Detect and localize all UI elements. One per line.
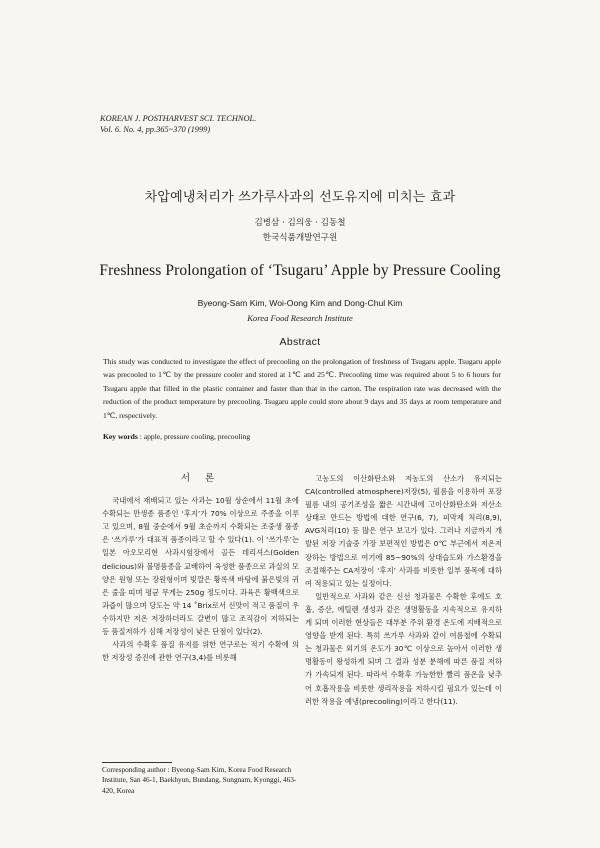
abstract-text: This study was conducted to investigate the effect of precooling on the prolongation of freshness of Tsugaru apple. Tsugaru apple was precooled to 1℃ by the pressure cooler and stored at 1℃ and 25℃. Precooling time was required about 5 to 6 hours for Tsugaru apple that filled in the plastic container and faster than that in the carton. The respiration rate was decreased with the reduction of the product temperature by precooling. Tsugaru apple could store about 9 days and 35 days at room temperature and 1℃, respectively. (103, 357, 501, 420)
body-paragraph: 사과의 수확후 품질 유지를 위한 연구로는 적기 수확에 의한 저장성 증진에 관한 연구(3,4)를 비롯해 (102, 640, 299, 663)
body-paragraph: 일반적으로 사과와 같은 신선 청과물은 수확한 후에도 호흡, 증산, 에틸렌 생성과 같은 생명활동을 지속적으로 유지하게 되며 이러한 현상들은 대부분 주위 환경 온도에 지배적으로 영향을 받게 된다. 특히 쓰가루 사과와 같이 여름철에 수확되는 청과물은 외기의 온도가 30℃ 이상으로 높아서 이러한 생명활동이 왕성하게 되며 그 결과 성분 분해에 따른 품질 저하가 가속되게 된다. 따라서 수확후 가능한한 빨리 품온을 낮추어 호흡작용을 비롯한 생리작용을 저하시킬 필요가 있는데 이러한 작용을 예냉(precooling)이라고 한다(11). (305, 591, 502, 706)
title-korean: 차압예냉처리가 쓰가루사과의 선도유지에 미치는 효과 (144, 190, 456, 205)
authors-english-block (0, 296, 600, 326)
corresponding-author-footnote: Corresponding author : Byeong-Sam Kim, Korea Food Research Institute, San 46-1, Baekhyun, Bundang, Sungnam, Kyonggi, 463-420, Korea (102, 765, 297, 795)
body-paragraph: 고농도의 이산화탄소와 저농도의 산소가 유지되는 CA(controlled atmosphere)저장(5), 필름을 이용하여 포장필름 내의 공기조성을 짧은 시간내에 고이산화탄소와 저산소 상태로 만드는 방법에 대한 연구(6, 7), 피막제 처리(8,9), AVG처리(10) 등 많은 연구 보고가 있다. 그러나 지금까지 개발된 저장 기술중 가장 보편적인 방법은 0℃ 부근에서 저온저장하는 방법으로 여기에 85~90%의 상대습도와 가스환경을 조절해주는 CA저장이 ‘후지’ 사과를 비롯한 일부 품목에 대하여 적용되고 있는 실정이다. (305, 474, 502, 588)
right-column (305, 472, 502, 708)
authors-korean-block (0, 216, 600, 246)
journal-name: KOREAN J. POSTHARVEST SCI. TECHNOL. (100, 114, 257, 123)
footnote-divider (102, 762, 172, 763)
section-heading: 서 론 (180, 473, 221, 484)
authors-korean: 김병삼 · 김의웅 · 김동철 (254, 218, 346, 228)
affiliation-korean: 한국식품개발연구원 (262, 233, 338, 243)
journal-volume: Vol. 6. No. 4, pp.365~370 (1999) (100, 124, 211, 134)
journal-header (100, 114, 256, 135)
title-english: Freshness Prolongation of ‘Tsugaru’ Apple by Pressure Cooling (99, 262, 501, 279)
keywords-text: : apple, pressure cooling, precooling (139, 432, 251, 441)
keywords (103, 432, 501, 441)
affiliation-english: Korea Food Research Institute (247, 313, 353, 323)
body-paragraph: 국내에서 재배되고 있는 사과는 10월 상순에서 11월 초에 수확되는 만생종 품종인 ‘후지’가 70% 이상으로 주종을 이루고 있으며, 8월 중순에서 9월 초순까지 수확되는 조중생 품종은 ‘쓰가루’가 대표적 품종이라고 할 수 있다(1). 이 ‘쓰가루’는 일본 아오모리현 사과시험장에서 골든 데리셔스(Golden delicious)와 불명품종을 교배하여 육성한 품종으로 과실의 모양은 원형 또는 장원형이며 빛깔은 황록색 바탕에 붉은빛의 귀은 줄을 띠며 평균 무게는 250g 정도이다. 과육은 황백색으로 과즙이 많으며 당도는 약 14 ˚Brix로서 신맛이 적고 품질이 우수하지만 저온 저장하더라도 갈변이 많고 조직감이 저하되는등 품질저하가 심해 저장성이 낮은 단점이 있다(2). (102, 496, 299, 637)
authors-english: Byeong-Sam Kim, Woi-Oong Kim and Dong-Chul Kim (197, 298, 403, 308)
keywords-label: Key words (103, 432, 138, 441)
abstract-heading: Abstract (279, 336, 321, 348)
left-column (102, 472, 299, 664)
